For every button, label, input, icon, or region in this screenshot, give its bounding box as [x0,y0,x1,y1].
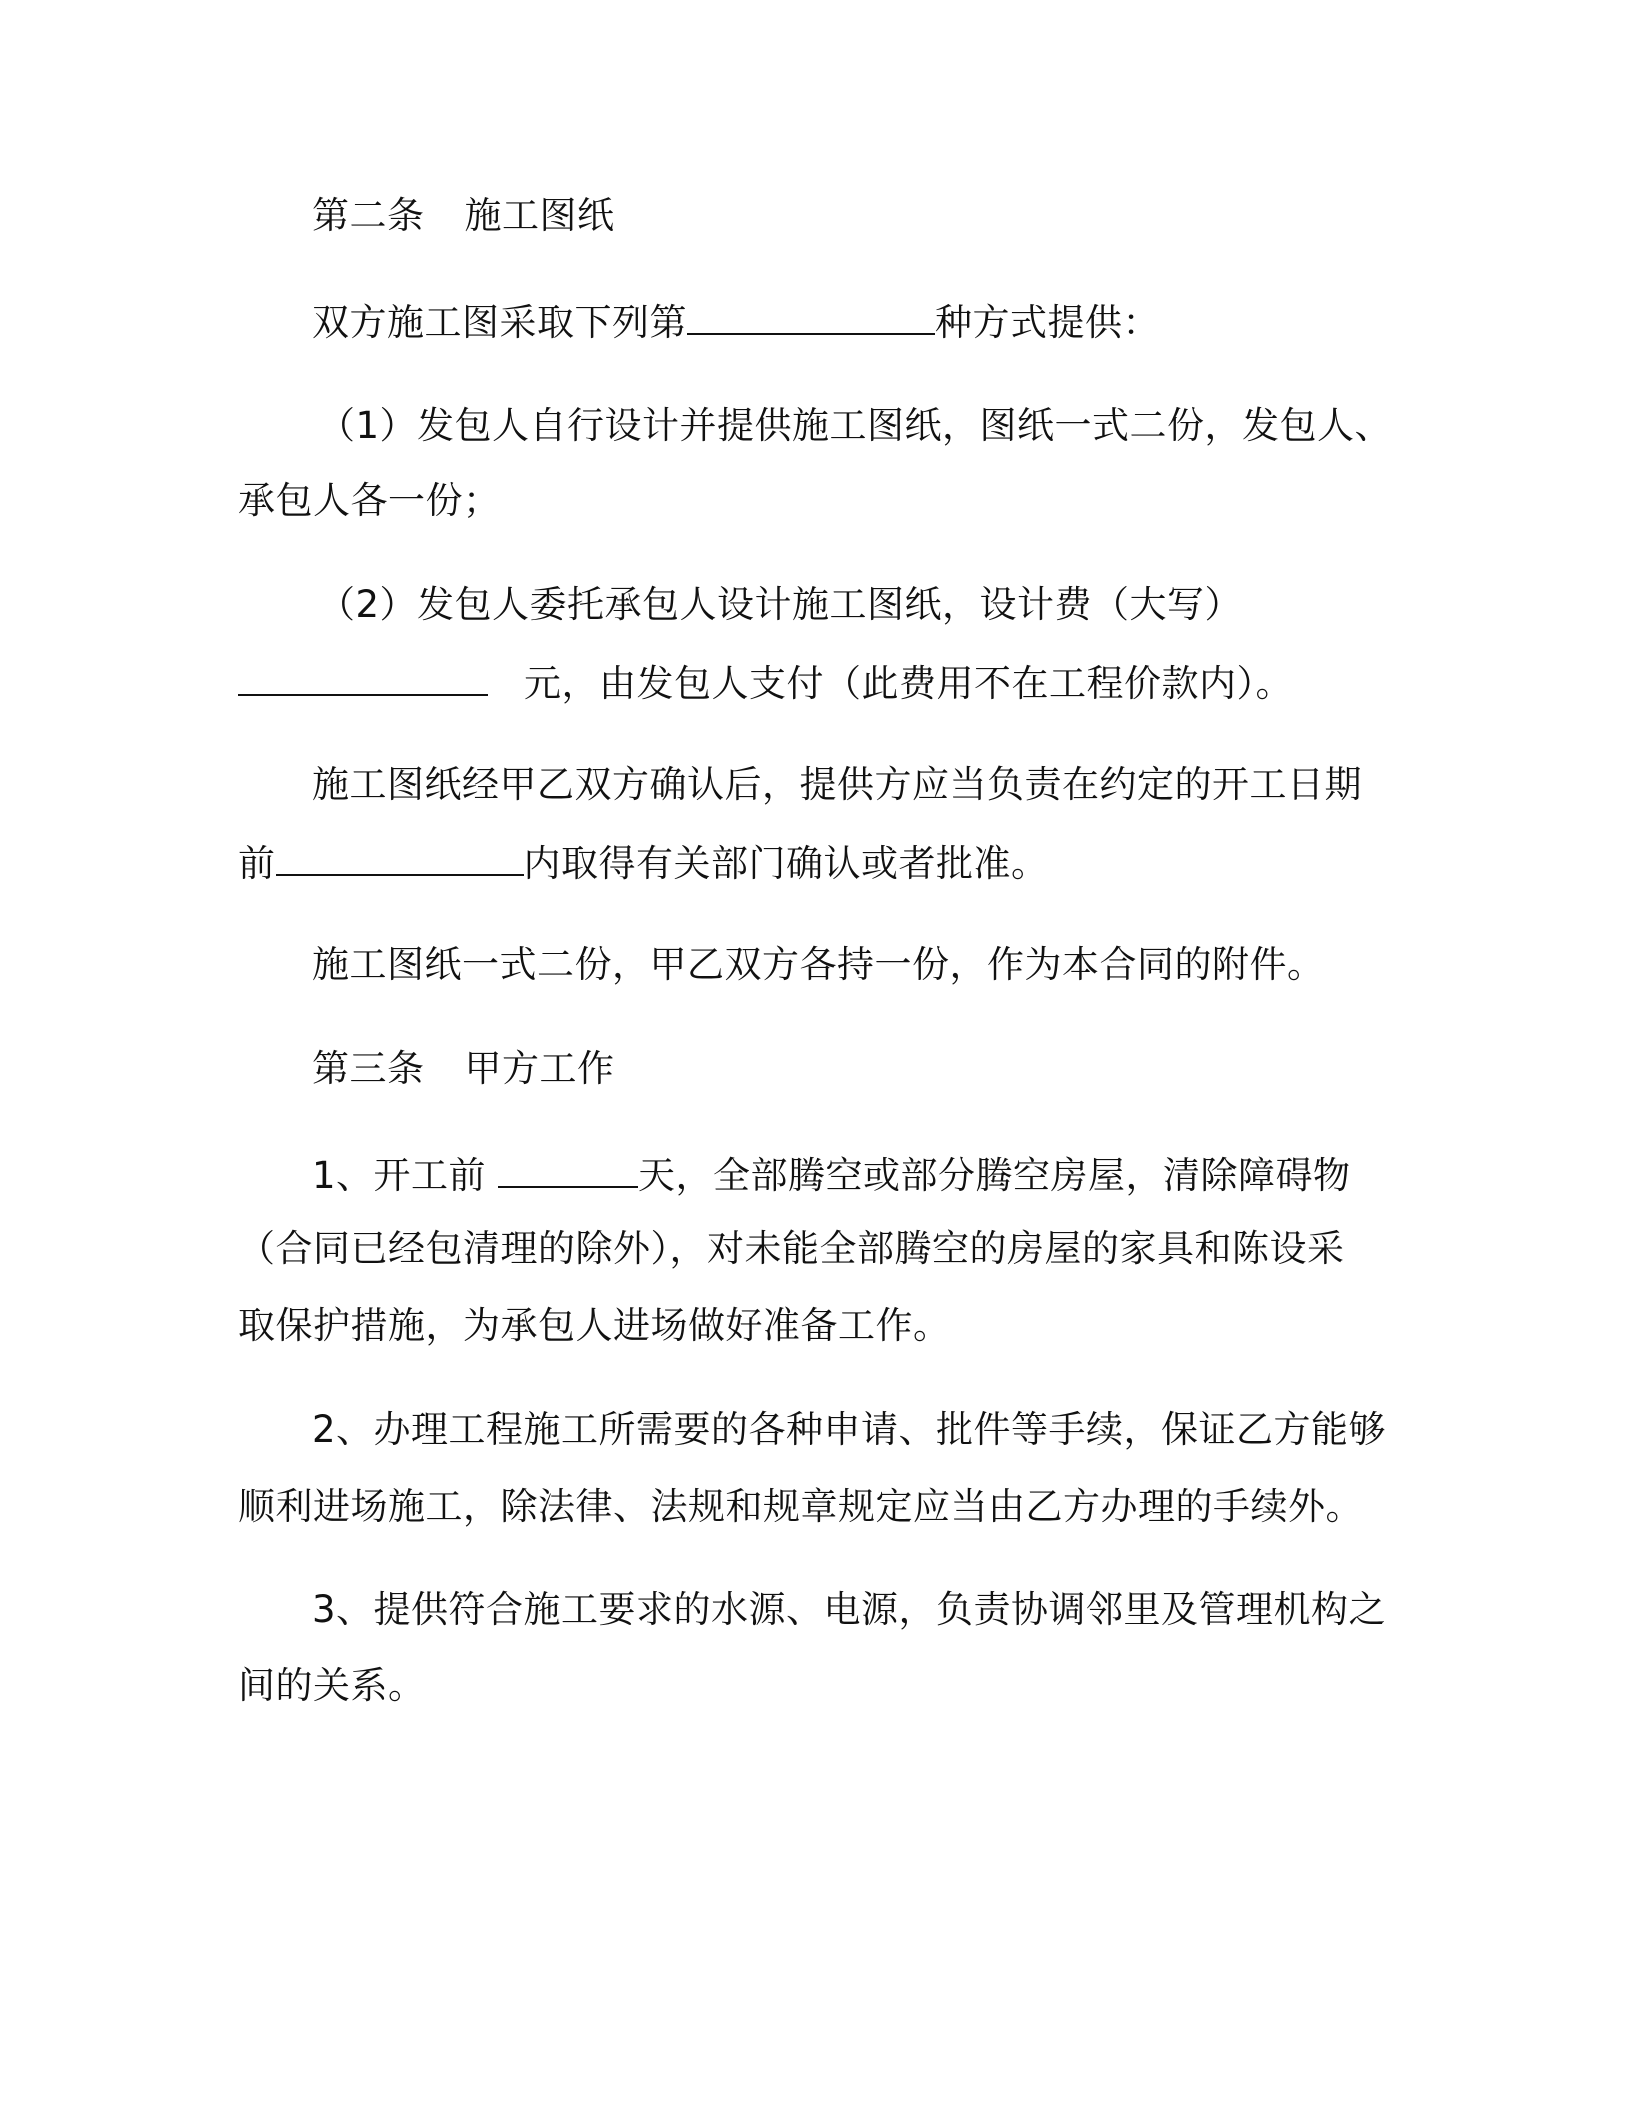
article-number: 第三条 [312,1047,425,1090]
text-segment: 种方式提供： [935,301,1160,344]
paragraph [312,299,1160,345]
text-segment: 1、开工前 [312,1154,487,1197]
text-segment: 元，由发包人支付（此费用不在工程价款内）。 [524,662,1293,705]
article-title: 施工图纸 [464,194,615,237]
text-segment: 内取得有关部门确认或者批准。 [523,842,1049,885]
paragraph [312,1152,1351,1198]
paragraph-line: 间的关系。 [238,1664,426,1707]
paragraph-line: 施工图纸一式二份，甲乙双方各持一份，作为本合同的附件。 [312,943,1325,986]
paragraph [238,660,1293,706]
paragraph-line: （2）发包人委托承包人设计施工图纸，设计费（大写） [318,583,1243,626]
paragraph-line: 3、提供符合施工要求的水源、电源，负责协调邻里及管理机构之 [312,1588,1387,1631]
fill-blank [687,299,935,335]
text-segment: 前 [238,842,276,885]
fill-blank [276,840,524,876]
paragraph-line: （合同已经包清理的除外），对未能全部腾空的房屋的家具和陈设采 [238,1227,1345,1270]
article3-heading [312,1047,615,1091]
article-number: 第二条 [312,194,425,237]
paragraph-line: 顺利进场施工，除法律、法规和规章规定应当由乙方办理的手续外。 [238,1485,1363,1528]
text-segment: 双方施工图采取下列第 [312,301,687,344]
paragraph-line: （1）发包人自行设计并提供施工图纸，图纸一式二份，发包人、 [318,404,1393,447]
paragraph [238,840,1049,886]
paragraph-line: 2、办理工程施工所需要的各种申请、批件等手续，保证乙方能够 [312,1408,1387,1451]
fill-blank [498,1152,638,1188]
fill-blank [238,660,488,696]
paragraph-line: 承包人各一份； [238,479,501,522]
article2-heading [312,194,615,238]
paragraph-line: 施工图纸经甲乙双方确认后，提供方应当负责在约定的开工日期 [312,763,1362,806]
article-title: 甲方工作 [464,1047,615,1090]
paragraph-line: 取保护措施，为承包人进场做好准备工作。 [238,1304,951,1347]
text-segment: 天，全部腾空或部分腾空房屋，清除障碍物 [638,1154,1351,1197]
